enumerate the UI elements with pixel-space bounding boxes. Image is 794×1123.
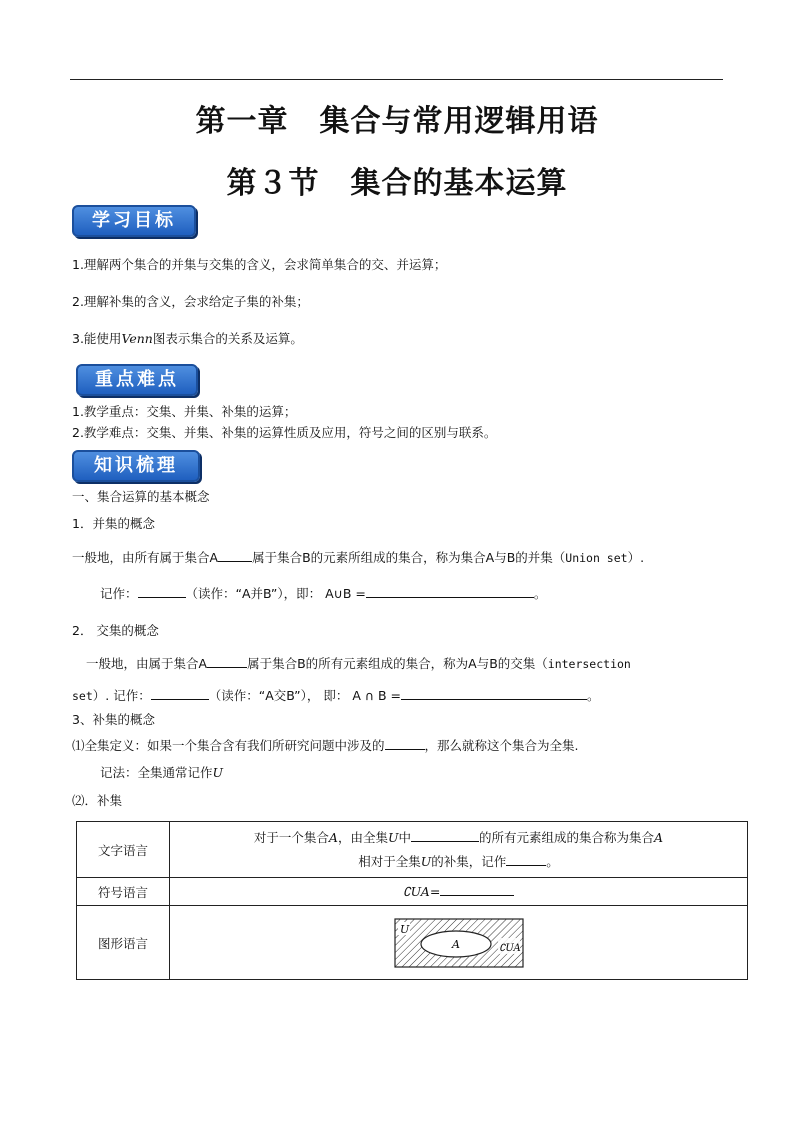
section-title: 第３节 集合的基本运算 bbox=[226, 166, 568, 201]
union-notation bbox=[100, 585, 546, 602]
row-head-graphic-language: 图形语言 bbox=[77, 906, 170, 980]
r1-a: 对于一个集合 bbox=[253, 829, 329, 845]
header-rule bbox=[70, 79, 723, 80]
union-notation-c: 。 bbox=[533, 586, 547, 601]
r2-a: 相对于全集 bbox=[358, 853, 421, 869]
universal-note bbox=[100, 765, 223, 781]
union-text-en: Union set bbox=[565, 551, 628, 565]
union-definition bbox=[72, 549, 644, 566]
universal-note-text: 记法：全集通常记作 bbox=[100, 765, 213, 780]
goal-3 bbox=[72, 331, 303, 347]
row1-line2 bbox=[171, 850, 746, 874]
r1-c: 中 bbox=[398, 829, 412, 845]
row-head-text-language: 文字语言 bbox=[77, 822, 170, 878]
goal-3-venn: Venn bbox=[121, 331, 153, 346]
universal-text-b: ，那么就称这个集合为全集. bbox=[424, 738, 579, 753]
r1-A2: A bbox=[654, 829, 664, 845]
universal-blank bbox=[385, 737, 425, 750]
inter-text-b: 属于集合B的所有元素组成的集合，称为A与B的交集（ bbox=[247, 656, 548, 671]
row1-line1 bbox=[171, 826, 746, 850]
r1-A: A bbox=[328, 829, 338, 845]
table-row-symbol bbox=[77, 878, 748, 906]
union-blank-2 bbox=[138, 585, 186, 598]
universal-note-u: U bbox=[212, 765, 224, 780]
venn-u-label: U bbox=[399, 922, 409, 936]
union-blank-3 bbox=[366, 585, 534, 598]
union-text-c: ）. bbox=[627, 550, 645, 565]
row-body-text-language bbox=[170, 822, 748, 878]
union-notation-b: （读作：“A并B”），即： A∪B = bbox=[185, 586, 366, 601]
r2-c: 。 bbox=[546, 853, 559, 869]
union-heading: 1．并集的概念 bbox=[72, 516, 155, 531]
symbol-text: ∁UA= bbox=[402, 883, 441, 899]
r1-b: ，由全集 bbox=[337, 829, 388, 845]
key-point-1: 1.教学重点：交集、并集、补集的运算； bbox=[72, 404, 297, 419]
badge-knowledge: 知识梳理 bbox=[72, 450, 200, 482]
intersection-notation bbox=[72, 687, 600, 704]
symbol-blank bbox=[440, 883, 514, 896]
inter-blank-1 bbox=[207, 655, 247, 668]
intersection-heading: 2． 交集的概念 bbox=[72, 623, 159, 638]
inter-text-en2: set bbox=[72, 689, 93, 703]
r1-U: U bbox=[387, 829, 399, 845]
goal-1: 1.理解两个集合的并集与交集的含义，会求简单集合的交、并运算； bbox=[72, 257, 447, 272]
badge-key-points: 重点难点 bbox=[76, 364, 198, 396]
goal-2: 2.理解补集的含义，会求给定子集的补集； bbox=[72, 294, 309, 309]
r1-blank bbox=[411, 829, 479, 842]
intersection-definition bbox=[86, 655, 631, 672]
r2-blank bbox=[506, 853, 546, 866]
union-notation-a: 记作： bbox=[100, 586, 138, 601]
complement-table bbox=[76, 821, 748, 980]
r1-d: 的所有元素组成的集合称为集合 bbox=[479, 829, 655, 845]
goal-3-suffix: 图表示集合的关系及运算。 bbox=[152, 331, 303, 346]
inter-text-c: ）. 记作： bbox=[92, 688, 151, 703]
r2-b: 的补集，记作 bbox=[431, 853, 507, 869]
union-text-b: 属于集合B的元素所组成的集合，称为集合A与B的并集（ bbox=[252, 550, 566, 565]
venn-complement-label: ∁UA bbox=[498, 942, 521, 954]
key-point-2: 2.教学难点：交集、并集、补集的运算性质及应用，符号之间的区别与联系。 bbox=[72, 425, 497, 440]
inter-blank-3 bbox=[401, 687, 587, 700]
venn-diagram bbox=[394, 918, 524, 968]
complement-sub-heading: ⑵．补集 bbox=[72, 793, 123, 808]
table-row-text bbox=[77, 822, 748, 878]
inter-text-a: 一般地，由属于集合A bbox=[86, 656, 208, 671]
venn-a-label: A bbox=[451, 937, 460, 951]
badge-learning-goals: 学习目标 bbox=[72, 205, 196, 237]
complement-heading: 3、补集的概念 bbox=[72, 712, 155, 727]
union-text-a: 一般地，由所有属于集合A bbox=[72, 550, 219, 565]
inter-text-d: （读作：“A交B”）， 即： A ∩ B = bbox=[208, 688, 401, 703]
goal-3-prefix: 3.能使用 bbox=[72, 331, 122, 346]
inter-blank-2 bbox=[151, 687, 209, 700]
universal-text-a: ⑴全集定义：如果一个集合含有我们所研究问题中涉及的 bbox=[72, 738, 385, 753]
universal-definition bbox=[72, 737, 579, 754]
row-body-graphic-language bbox=[170, 906, 748, 980]
section-heading: 一、集合运算的基本概念 bbox=[72, 489, 210, 504]
chapter-title: 第一章 集合与常用逻辑用语 bbox=[195, 104, 599, 139]
table-row-graphic bbox=[77, 906, 748, 980]
r2-U: U bbox=[420, 853, 432, 869]
row-body-symbol-language bbox=[170, 878, 748, 906]
row-head-symbol-language: 符号语言 bbox=[77, 878, 170, 906]
inter-text-en: intersection bbox=[547, 657, 631, 671]
union-blank-1 bbox=[218, 549, 252, 562]
inter-text-e: 。 bbox=[587, 688, 600, 703]
